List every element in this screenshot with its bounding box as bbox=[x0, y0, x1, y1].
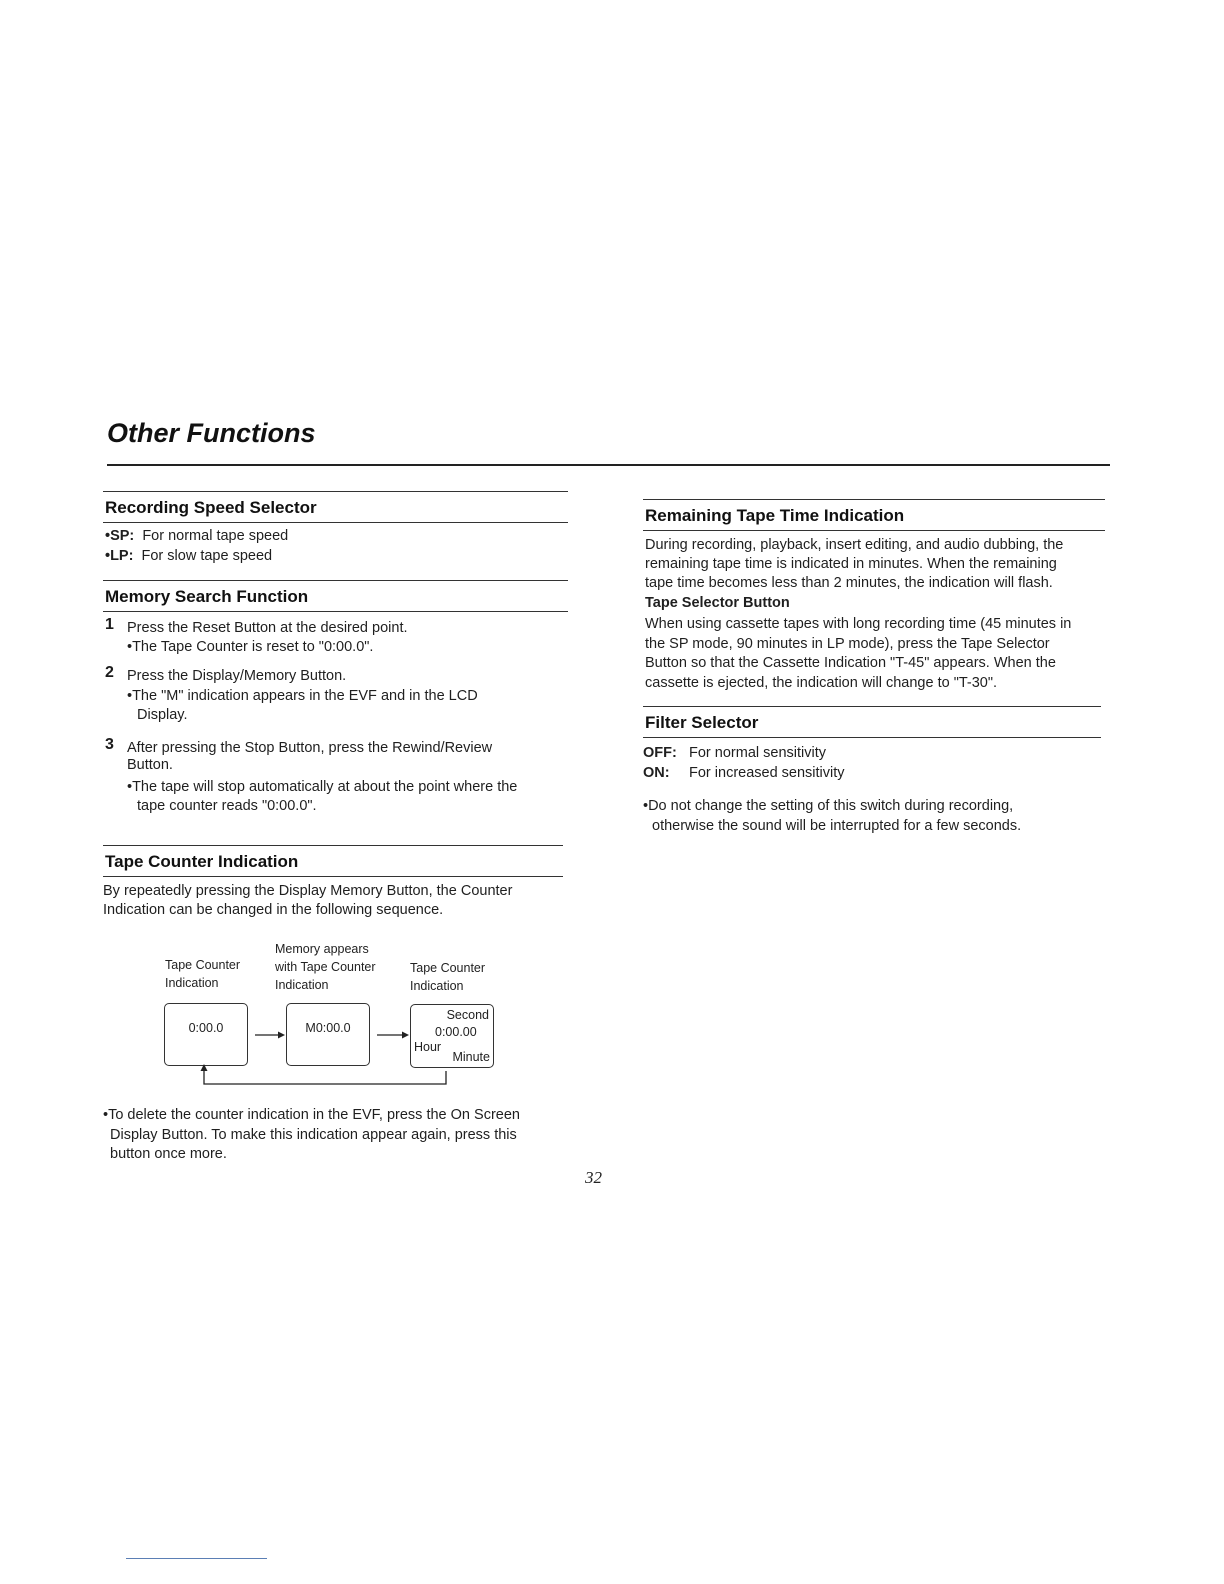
counter-value-2: M0:00.0 bbox=[305, 1021, 351, 1035]
step-number-3: 3 bbox=[105, 736, 114, 753]
filter-text-off: For normal sensitivity bbox=[689, 745, 826, 761]
counter-display-box-2 bbox=[286, 1003, 370, 1066]
step-1-line-1: Press the Reset Button at the desired point. bbox=[127, 620, 408, 636]
tape-counter-heading: Tape Counter Indication bbox=[103, 845, 563, 877]
tape-selector-line-4: cassette is ejected, the indication will change to "T-30". bbox=[645, 675, 998, 691]
filter-note-1: •Do not change the setting of this switch during recording, bbox=[643, 798, 1014, 814]
step-3-line-3: •The tape will stop automatically at about the point where the bbox=[127, 779, 518, 795]
step-1-line-2: •The Tape Counter is reset to "0:00.0". bbox=[127, 639, 374, 655]
filter-item-off bbox=[643, 744, 826, 763]
counter-value-1: 0:00.0 bbox=[188, 1021, 224, 1035]
page-number: 32 bbox=[585, 1168, 602, 1187]
remaining-tape-line-1: During recording, playback, insert editing, and audio dubbing, the bbox=[645, 537, 1064, 553]
return-loop-line bbox=[204, 1068, 446, 1084]
tape-selector-line-2: the SP mode, 90 minutes in LP mode), press the Tape Selector bbox=[645, 636, 1050, 652]
remaining-tape-line-3: tape time becomes less than 2 minutes, the indication will flash. bbox=[645, 575, 1053, 591]
speed-item-sp bbox=[105, 527, 288, 546]
diagram-label-3-line-1: Tape Counter bbox=[410, 961, 486, 975]
step-number-1: 1 bbox=[105, 616, 114, 633]
step-number-2: 2 bbox=[105, 664, 114, 681]
remaining-tape-heading: Remaining Tape Time Indication bbox=[643, 499, 1105, 531]
arrow-head-2 bbox=[402, 1032, 409, 1039]
diagram-label-2-line-3: Indication bbox=[275, 978, 329, 992]
step-3-line-1: After pressing the Stop Button, press the Rewind/Review bbox=[127, 740, 493, 756]
minute-label: Minute bbox=[452, 1050, 490, 1064]
filter-text-on: For increased sensitivity bbox=[689, 765, 845, 781]
remaining-tape-line-2: remaining tape time is indicated in minutes. When the remaining bbox=[645, 556, 1057, 572]
step-3-line-4: tape counter reads "0:00.0". bbox=[137, 798, 317, 814]
second-label: Second bbox=[446, 1008, 489, 1022]
filter-key-off: OFF: bbox=[643, 745, 677, 761]
filter-item-on bbox=[643, 764, 845, 783]
memory-search-heading: Memory Search Function bbox=[103, 580, 568, 612]
title-divider bbox=[107, 464, 1110, 466]
step-2-line-3: Display. bbox=[137, 707, 188, 723]
tape-counter-intro-1: By repeatedly pressing the Display Memory Button, the Counter bbox=[103, 883, 513, 899]
speed-text-sp: For normal tape speed bbox=[142, 528, 289, 544]
filter-key-on: ON: bbox=[643, 765, 670, 781]
tape-selector-line-1: When using cassette tapes with long recording time (45 minutes in bbox=[645, 616, 1072, 632]
diagram-label-2-line-2: with Tape Counter bbox=[275, 960, 376, 974]
tape-counter-note-1: •To delete the counter indication in the EVF, press the On Screen bbox=[103, 1107, 520, 1123]
filter-note-2: otherwise the sound will be interrupted for a few seconds. bbox=[652, 818, 1022, 834]
tape-counter-note-3: button once more. bbox=[110, 1146, 227, 1162]
counter-display-box-1 bbox=[164, 1003, 248, 1066]
diagram-label-2-line-1: Memory appears bbox=[275, 942, 369, 956]
filter-selector-heading: Filter Selector bbox=[643, 706, 1101, 738]
speed-key-sp: •SP: bbox=[105, 528, 135, 544]
diagram-label-3 bbox=[410, 959, 485, 995]
tape-counter-intro-2: Indication can be changed in the following sequence. bbox=[103, 902, 444, 918]
page-title: Other Functions bbox=[107, 418, 316, 448]
step-2-line-2: •The "M" indication appears in the EVF and in the LCD bbox=[127, 688, 478, 704]
diagram-label-2 bbox=[275, 940, 376, 994]
recording-speed-heading: Recording Speed Selector bbox=[103, 491, 568, 523]
step-3-line-2: Button. bbox=[127, 757, 173, 773]
diagram-label-3-line-2: Indication bbox=[410, 979, 464, 993]
speed-item-lp bbox=[105, 547, 272, 566]
counter-display-box-3 bbox=[410, 1004, 494, 1068]
counter-value-3: 0:00.00 bbox=[435, 1025, 477, 1039]
footer-divider bbox=[126, 1558, 267, 1559]
arrow-head-1 bbox=[278, 1032, 285, 1039]
diagram-label-1 bbox=[165, 956, 240, 992]
tape-counter-note-2: Display Button. To make this indication appear again, press this bbox=[110, 1127, 517, 1143]
tape-selector-subheading: Tape Selector Button bbox=[645, 595, 790, 611]
speed-key-lp: •LP: bbox=[105, 548, 134, 564]
diagram-label-1-line-1: Tape Counter bbox=[165, 958, 241, 972]
tape-selector-line-3: Button so that the Cassette Indication "T-45" appears. When the bbox=[645, 655, 1056, 671]
diagram-label-1-line-2: Indication bbox=[165, 976, 219, 990]
hour-label: Hour bbox=[414, 1040, 442, 1054]
speed-text-lp: For slow tape speed bbox=[141, 548, 273, 564]
step-2-line-1: Press the Display/Memory Button. bbox=[127, 668, 347, 684]
